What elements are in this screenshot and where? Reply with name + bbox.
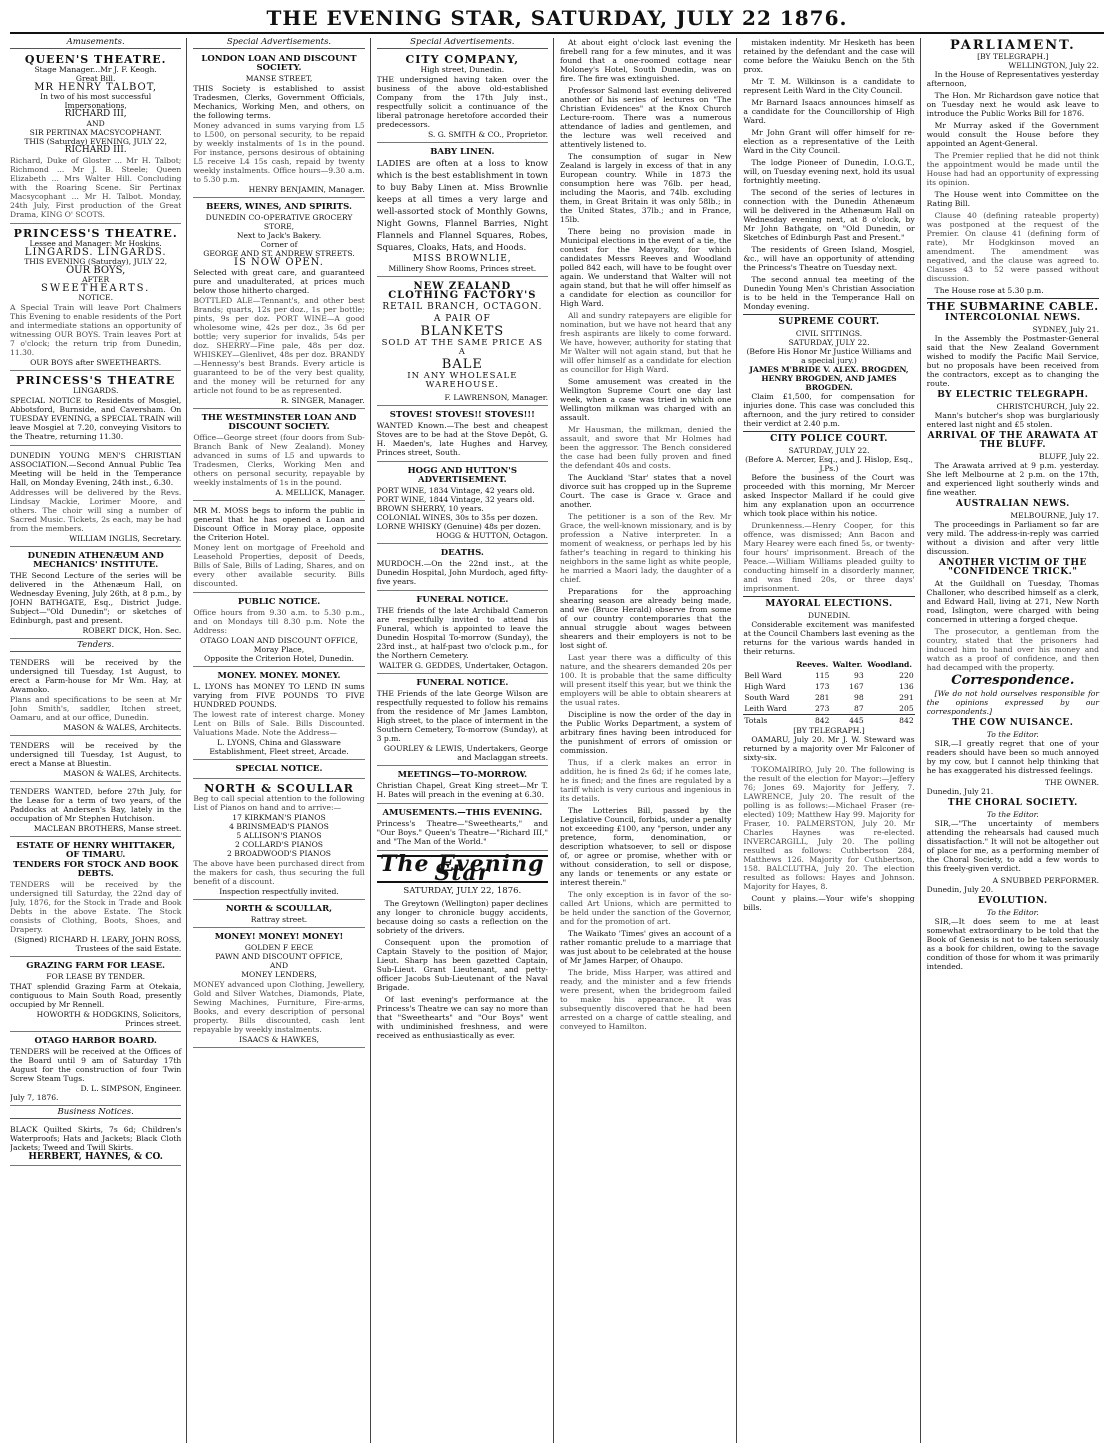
ad-westminster-loan: THE WESTMINSTER LOAN AND DISCOUNT SOCIETY. Office—George street (four doors from Sub-Branch Bank of New Zealand). Money advanced in sums of L5 and upwards to Tradesmen, Clerks, Working Men and others on personal security, repayable by weekly instalments of 1s in the pound. A. MELLICK, Manager. [193,411,364,501]
notice-signature: GOURLEY & LEWIS, Undertakers, George and Maclaggan streets. [383,744,548,762]
ad-line: GOLDEN F EECE [244,943,314,952]
wine-item: COLONIAL WINES, 30s to 35s per dozen. [376,513,538,522]
notice-text: Christian Chapel, Great King street—Mr T. H. Bates will preach in the evening at 6.30. [376,781,548,799]
ad-nz-clothing [377,279,548,406]
australian-date: MELBOURNE, July 17. [1010,511,1099,520]
ad-text: TENDERS WANTED, before 27th July, for the Lease for a term of two years, of the Paddocks at Andersen's Bay, lately in the occupation of Mr Stephen Hutchison. [10,787,182,823]
piano-item: 5 ALLISON'S PIANOS [236,831,322,840]
ad-athenaeum [10,549,181,639]
letter-title: THE COW NUISANCE. [952,718,1074,728]
ad-line: Lessee and Manager: Mr Hoskins. [29,239,162,248]
section-special: Special Advertisements. [193,38,364,49]
ad-grazing-farm [10,959,181,1032]
parliament-paragraph: The House rose at 5.30 p.m. [934,286,1044,295]
notice-deaths [377,546,548,591]
ad-line: GEORGE AND ST. ANDREW STREETS. [203,249,355,258]
election-results-table [743,659,914,726]
ad-princess-special [10,373,181,446]
ad-text: THIS Society is established to assist Tradesmen, Clerks, Government Officials, Mechanics, Working Men, and others, on the following terms. [193,84,365,120]
ad-line: PAWN AND DISCOUNT OFFICE, [215,952,343,961]
court-date: SATURDAY, JULY 22. [788,446,870,455]
telegraph-label: [BY TELEGRAPH.] [793,726,865,735]
ad-text: MR M. MOSS begs to inform the public in general that he has opened a Loan and Discount Office in Moray place, opposite the Criterion Hotel. [193,506,365,542]
ad-title: NEW ZEALAND CLOTHING FACTORY'S [388,281,537,301]
letter-to: To the Editor. [986,908,1039,917]
ad-line: SWEETHEARTS. [40,283,151,294]
ad-text: WANTED Known.—The best and cheapest Stoves are to be had at the Stove Depôt, G. H. Maeden's, late Hughes and Harvey, Princes street, South. [376,421,548,457]
parliament-paragraph: In the House of Representatives yesterday afternoon, [926,70,1099,88]
ad-baby-linen [377,145,548,277]
table-row [743,681,914,692]
ad-sub: Rattray street. [250,915,308,924]
ad-signature: MASON & WALES, Architects. [63,769,182,778]
ad-line: RETAIL BRANCH, OCTAGON. [382,302,543,312]
ad-signature: D. L. SIMPSON, Engineer. [80,1084,182,1093]
masthead [10,6,1104,34]
ad-title: PRINCESS'S THEATRE [16,374,176,387]
court-bench: (Before His Honor Mr Justice Williams and a special jury.) [746,347,912,365]
section-amusements: Amusements. [10,38,181,49]
columns [10,38,1104,1443]
news-paragraph: The second annual tea meeting of the Dunedin Young Men's Christian Association is to be held in the Temperance Hall on Monday evening. [743,275,915,311]
ad-line: NOTICE. [78,293,114,302]
votes-walter: 445 [849,716,864,725]
section-tenders: Tenders. [10,641,181,652]
ad-princess-theatre: PRINCESS'S THEATRE. Lessee and Manager: Mr Hoskins. LINGARDS. LINGARDS. THIS EVENING (Saturday), JULY 22, OUR BOYS, AFTER SWEETHEARTS. NOTICE. A Special Train will leave Port Chalmers This Evening to enable residents of the Port and intermediate stations an opportunity of witnessing OUR BOYS. Train leaves Port at 7 o'clock; the return trip from Dunedin, 11.30. OUR BOYS after SWEETHEARTS. [10,226,181,371]
letter-date: Dunedin, July 21. [926,787,994,796]
ad-title: BABY LINEN. [430,147,495,157]
ad-signature: L. LYONS, China and Glassware Establishment, Fleet street, Arcade. [209,738,349,756]
ad-tender-manse [10,738,181,782]
ad-signature: F. LAWRENSON, Manager. [444,393,548,402]
letter-to: To the Editor. [986,810,1039,819]
ad-money-lyons: MONEY. MONEY. MONEY. L. LYONS has MONEY TO LEND IN sums varying from FIVE POUNDS TO FIVE HUNDRED POUNDS. The lowest rate of interest charge. Money Lent on Bills of Sale. Bills Discounted. Valuations Made. Note the Address— L. LYONS, China and Glassware Establishment, Fleet street, Arcade. [193,669,364,760]
news-paragraph: Some amusement was created in the Wellington Supreme Court one day last week, when a case was tried in which one Wellington milkman was charged with an assault. [559,377,732,422]
ad-line: MONEY LENDERS, [241,970,317,979]
ad-signature: MACLEAN BROTHERS, Manse street. [33,824,182,833]
section-business: Business Notices. [10,1108,181,1119]
ward-name: Totals [744,716,768,725]
letter-text: SIR,—It does seem to me at least somewhat extraordinary to be told that the Book of Genesis is not to be taken seriously as a book for children, owing to the savage condition of those for whom it was primarily intended. [926,917,1099,971]
ad-text: Selected with great care, and guaranteed pure and unadulterated, at prices much below those hitherto charged. [193,268,365,295]
ad-signature: MISS BROWNLIE, [412,254,512,264]
ad-title: DUNEDIN ATHENÆUM AND MECHANICS' INSTITUTE. [27,551,164,570]
ad-title: NORTH & SCOULLAR [204,782,354,795]
letter-text: SIR,—I greatly regret that one of your readers should have been so much annoyed by my cow, but I cannot help thinking that he has exaggerated his distressed feelings. [926,739,1099,775]
wine-item: LORNE WHISKY (Genuine) 48s per dozen. [376,522,541,531]
votes-reeves: 273 [814,704,830,713]
news-paragraph: mistaken indentity. Mr Hesketh has been retained by the defendant and the case will come before the Waiuku Bench on the 5th prox. [743,38,915,74]
votes-walter: 93 [854,671,864,680]
ad-title: MONEY! MONEY! MONEY! [214,932,344,942]
column-2 [193,38,370,1443]
ad-city-company [377,52,548,143]
ad-line: RICHARD III, [64,109,127,119]
news-paragraph: At about eight o'clock last evening the firebell rang for a few minutes, and it was found that a one-roomed cottage near Moloney's Hotel, South Dunedin, was on fire. The fire was extinguished. [559,38,732,83]
table-row [743,692,914,703]
section-special-2: Special Advertisements. [377,38,548,49]
news-paragraph: Discipline is now the order of the day in the Public Works Department, a system of arbitrary fines having been introduced for the punishment of errors of omission or commission. [559,710,732,755]
ad-line: AND [86,119,105,128]
victim-title: ANOTHER VICTIM OF THE "CONFIDENCE TRICK." [938,558,1087,577]
ad-sub: MANSE STREET, [245,74,313,83]
electric-title: BY ELECTRIC TELEGRAPH. [937,390,1089,400]
ad-sub: TENDERS FOR STOCK AND BOOK DEBTS. [13,860,179,879]
ad-sub: FOR LEASE BY TENDER. [46,972,146,981]
notice-text: MURDOCH.—On the 22nd inst., at the Dunedin Hospital, John Murdoch, aged fifty-five years. [376,559,548,586]
ad-hogg-hutton [377,464,548,544]
ad-signature: HOWORTH & HODGKINS, Solicitors, Princes street. [36,1010,182,1028]
ad-signature: A. MELLICK, Manager. [275,488,365,497]
ad-line: MR HENRY TALBOT, [34,82,158,93]
cable-sub: INTERCOLONIAL NEWS. [945,313,1081,323]
ad-line: THIS EVENING (Saturday), JULY 22, [24,257,168,266]
editorial-paragraph: Consequent upon the promotion of Captain Stavely to the position of Major, Lieut. Sharp has been gazetted Captain, Sub-Lieut. Grant Lieutenant, and petty-officer Jacobs Sub-Lieutenant of the Naval Brigade. [376,938,548,992]
ad-text: TENDERS will be received by the undersigned till Tuesday, 1st August, to erect a Farm-house for Mr Wm. Hay, at Awamoko. [10,658,182,694]
ad-signature: R. SINGER, Manager. [280,396,365,405]
column-5: mistaken indentity. Mr Hesketh has been retained by the defendant and the case will come before the Waiuku Bench on the 5th prox. Mr T. M. Wilkinson is a candidate to represent Leith Ward in the City Council. Mr Barnard Isaacs announces himself as a candidate for the Councillorship of High Ward. Mr John Grant will offer himself for re-election as a representative of the Leith Ward in the City Council. The lodge Pioneer of Dunedin, I.O.G.T., will, on Tuesday evening next, hold its usual fortnightly meeting. The second of the series of lectures in connection with the Dunedin Athenæum will be delivered in the Athenæum Hall on Wednesday evening next, at 8 o'clock, by Mr John Bathgate, on "Old Dunedin, or Sketches of Edinburgh Past and Present." The residents of Green Island, Mosgiel, &c., will have an opportunity of attending the Princess's Theatre on Tuesday next. The second annual tea meeting of the Dunedin Young Men's Christian Association is to be held in the Temperance Hall on Monday evening. SUPREME COURT. CIVIL SITTINGS. SATURDAY, JULY 22. (Before His Honor Mr Justice Williams and a special jury.) JAMES M'BRIDE V. ALEX. BROGDEN, HENRY BROGDEN, AND JAMES BROGDEN. Claim £1,500, for compensation for injuries done. This case was concluded this afternoon, and the jury retired to consider their verdict at 2.40 p.m. CITY POLICE COURT. SATURDAY, JULY 22. (Before A. Mercer, Esq., and J. Hislop, Esq., J.Ps.) Before the business of the Court was proceeded with this morning, Mr Mercer asked Inspector Mallard if he could give him any explanation upon an occurrence which took place within his notice. Drunkenness.—Henry Cooper, for this offence, was dismissed; Ann Bacon and Mary Hearey were each fined 5s, or twenty-four hours' imprisonment. Breach of the Peace.—William Williams pleaded guilty to conducting himself in a disorderly manner, and was fined 20s, or three days' imprisonment. MAYORAL ELECTIONS. DUNEDIN. Considerable excitement was manifested at the Council Chambers last evening as the returns for the various wards handed in their returns. Reeves. Walter. Woodland. Bell Ward 115 93 220 High Ward 173 167 136 South Ward 281 98 291 Leith Ward 273 87 205 Totals 842 445 842 [BY TELEGRAPH.] OAMARU, July 20. Mr J. W. Steward was returned by a majority over Mr Falconer of sixty-six. TOKOMAIRIRO, July 20. The following is the result of the election for Mayor:—Jeffery 76; Jones 69. Majority for Jeffery, 7. LAWRENCE, July 20. The result of the polling is as follows:—Michael Fraser (re-elected) 109; Matthew Hay 99. Majority for Fraser, 10. PALMERSTON, July 20. Mr Charles Haynes was re-elected. INVERCARGILL, July 20. The polling resulted as follows: Cuthbertson 284, Matthews 126. Majority for Cuthbertson, 158. BALCLUTHA, July 20. The election resulted as follows: Hayes and Johnson. Majority for Hayes, 8. Count y plains.—Your wife's shopping bills. [743,38,920,1443]
ad-title: PRINCESS'S THEATRE. [13,227,178,240]
notice-text: THE friends of the late Archibald Cameron are respectfully invited to attend his Funeral, which is appointed to leave the Dunedin Hospital To-morrow (Sunday), the 23rd inst., at half-past two o'clock p.m., for the Northern Cemetery. [376,606,548,660]
notice-amusements [377,806,548,851]
ad-line: THIS (Saturday) EVENING, JULY 22, [24,137,167,146]
court-bench: (Before A. Mercer, Esq., and J. Hislop, Esq., J.Ps.) [745,455,913,473]
news-paragraph: Mr John Grant will offer himself for re-election as a representative of the Leith Ward in the City Council. [743,128,915,155]
cable-date: SYDNEY, July 21. [1032,325,1099,334]
news-paragraph: Mr T. M. Wilkinson is a candidate to represent Leith Ward in the City Council. [743,77,915,95]
column-1 [10,38,187,1443]
ad-text: L. LYONS has MONEY TO LEND IN sums varying from FIVE POUNDS TO FIVE HUNDRED POUNDS. [193,682,365,709]
table-totals-row [743,715,914,727]
arawata-title: ARRIVAL OF THE ARAWATA AT THE BLUFF. [927,431,1099,450]
ad-text: TENDERS will be received by the undersigned till Tuesday, 1st August, to erect a Manse at Bluestin. [10,741,182,768]
cable-title: THE SUBMARINE CABLE. [927,300,1099,313]
ad-text: THE undersigned having taken over the business of the above old-established Company from the 17th July inst., respectfully solicit a continuance of the liberal patronage heretofore accorded their predecessors. [376,75,548,129]
wine-item: PORT WINE, 1844 Vintage, 32 years old. [376,495,535,504]
parliament-paragraph: The House went into Committee on the Rating Bill. [926,190,1099,208]
news-paragraph: The Lotteries Bill, passed by the Legislative Council, forbids, under a penalty not exceeding £100, any "person, under any pretence, form, denomination, or description whatsoever, to sell or dispose of, or agree or promise, whether with or without consideration, to sell or dispose, any lands or tenements or any estate or interest therein." [559,806,732,887]
australian-text: The proceedings in Parliament so far are very mild. The address-in-reply was carried without a division and after very little discussion. [926,520,1099,556]
ad-title: SPECIAL NOTICE. [235,764,323,774]
news-paragraph: The lodge Pioneer of Dunedin, I.O.G.T., will, on Tuesday evening next, hold its usual fortnightly meeting. [743,158,915,185]
news-paragraph: The second of the series of lectures in connection with the Dunedin Athenæum will be delivered in the Athenæum Hall on Wednesday evening next, at 8 o'clock, by Mr John Bathgate, on "Old Dunedin, or Sketches of Edinburgh Past and Present." [743,188,915,242]
notice-text: Princess's Theatre—"Sweethearts," and "Our Boys." Queen's Theatre—"Richard III," and "The Man of the World." [376,819,548,846]
ad-moss: MR M. MOSS begs to inform the public in general that he has opened a Loan and Discount Office in Moray place, opposite the Criterion Hotel. Money lent on mortgage of Freehold and Leasehold Properties, deposit of Deeds, Bills of Sale, Bills of Lading, Shares, and on every other available security. Bills discounted. [193,503,364,593]
court-title: SUPREME COURT. [778,317,880,327]
ad-line: RICHARD III. [64,145,127,155]
ward-name: South Ward [744,693,790,702]
elections-sub: DUNEDIN. [807,611,851,620]
ad-stoves [377,408,548,462]
column-6: PARLIAMENT. [BY TELEGRAPH.] WELLINGTON, July 22. In the House of Representatives yesterday afternoon, The Hon. Mr Richardson gave notice that on Tuesday next he would ask leave to introduce the Public Works Bill for 1876. Mr Murray asked if the Government would consult the House before they appointed an Agent-General. The Premier replied that he did not think the appointment would be made until the House had had an opportunity of expressing its opinion. The House went into Committee on the Rating Bill. Clause 40 (defining rateable property) was postponed at the request of the Premier. On clause 41 (defining form of rate), Mr Hodgkinson moved an amendment. The amendment was negatived, and the clause was agreed to. Clauses 43 to 52 were passed without discussion. The House rose at 5.30 p.m. THE SUBMARINE CABLE. INTERCOLONIAL NEWS. SYDNEY, July 21. In the Assembly the Postmaster-General said that the New Zealand Government wished to modify the Pacific Mail Service, but no proposals have been received from the contractors, except as to changing the route. BY ELECTRIC TELEGRAPH. CHRISTCHURCH, July 22. Mann's butcher's shop was burglariously entered last night and £5 stolen. ARRIVAL OF THE ARAWATA AT THE BLUFF. BLUFF, July 22. The Arawata arrived at 9 p.m. yesterday. She left Melbourne at 2 p.m. on the 17th, and experienced light southerly winds and fine weather. AUSTRALIAN NEWS. MELBOURNE, July 17. The proceedings in Parliament so far are very mild. The address-in-reply was carried without a division and after very little discussion. ANOTHER VICTIM OF THE "CONFIDENCE TRICK." At the Guildhall on Tuesday, Thomas Challoner, who described himself as a clerk, and Edward Hall, living at 271, New North road, Islington, were charged with being concerned in uttering a forged cheque. The prosecutor, a gentleman from the country, stated that the prisoners had induced him to hand over his money and watch as a proof of confidence, and then had decamped with the property. Correspondence. [We do not hold ourselves responsible for the opinions expressed by our correspondents.] THE COW NUISANCE. To the Editor. SIR,—I greatly regret that one of your readers should have been so much annoyed by my cow, but I cannot help thinking that he has exaggerated his distressed feelings. THE OWNER. Dunedin, July 21. THE CHORAL SOCIETY. To the Editor. SIR,—"The uncertainty of members attending the rehearsals had caused much dissatisfaction." It will not be altogether out of place for me, as a performing member of the Choral Society, to add a few words to this freely-given verdict. A SNUBBED PERFORMER. Dunedin, July 20. EVOLUTION. To the Editor. SIR,—It does seem to me at least somewhat extraordinary to be told that the Book of Genesis is not to be taken seriously as a book for children, owing to the savage condition of those for whom it was primarily intended. [926,38,1099,971]
letter-title: EVOLUTION. [977,896,1048,906]
ad-date: July 7, 1876. [10,1093,59,1102]
column-3 [377,38,554,1443]
ad-signature: (Signed) RICHARD H. LEARY, JOHN ROSS, Trustees of the said Estate. [14,935,182,953]
ad-signature-sub: Millinery Show Rooms, Princes street. [388,264,537,273]
ad-title: ESTATE OF HENRY WHITTAKER, OF TIMARU. [16,841,176,860]
masthead-title: THE EVENING STAR, SATURDAY, JULY 22 1876. [266,6,848,30]
notice-signature: WALTER G. GEDDES, Undertaker, Octagon. [378,661,548,670]
ad-signature: Inspection respectfully invited. [219,887,339,896]
ad-title: NORTH & SCOULLAR, [225,904,333,914]
ad-title: HOGG AND HUTTON'S ADVERTISEMENT. [407,466,517,485]
ad-line: A PAIR OF [433,314,491,324]
court-text: Before the business of the Court was proceeded with this morning, Mr Mercer asked Inspector Mallard if he could give him any explanation upon an occurrence which took place within his notice. [743,473,915,518]
letter-signature: THE OWNER. [1044,778,1099,787]
table-header [743,659,794,670]
ad-line: Great Bill. [75,74,116,83]
notice-text: THE Friends of the late George Wilson are respectfully requested to follow his remains from the residence of Mr James Lambton, High street, to the place of interment in the Southern Cemetery, To-morrow (Sunday), at 3 p.m. [376,689,548,743]
ad-line: AND [269,961,289,970]
news-paragraph: Preparations for the approaching shearing season are already being made, and we (Bruce Herald) observe from some of our country contemporaries that the annual struggle about wages between shearers and their employers is not to be lost sight of. [559,587,732,650]
notice-title: FUNERAL NOTICE. [416,678,509,688]
parliament-sub: [BY TELEGRAPH.] [977,52,1049,61]
arawata-date: BLUFF, July 22. [1039,452,1099,461]
issue-date: SATURDAY, JULY 22, 1876. [403,886,522,896]
ad-line: Moray Place, [253,645,305,654]
ad-title: THE WESTMINSTER LOAN AND DISCOUNT SOCIETY. [201,413,357,432]
ward-name: Bell Ward [744,671,782,680]
ad-line: OUR BOYS after SWEETHEARTS. [30,358,162,367]
ad-line: AFTER [82,275,110,284]
ad-beers-wines: BEERS, WINES, AND SPIRITS. DUNEDIN CO-OPERATIVE GROCERY STORE, Next to Jack's Bakery. Corner of GEORGE AND ST. ANDREW STREETS. IS NOW OPEN. Selected with great care, and guaranteed pure and unadulterated, at prices much below those hitherto charged. BOTTLED ALE—Tennant's, and other best Brands; quarts, 12s per doz., 1s per bottle; pints, 9s per doz. PORT WINE—A good wholesome wine, 42s per doz., 3s 6d per bottle; very superior for invalids, 54s per doz. SHERRY—Fine pale, 48s per doz. WHISKEY—Glenlivet, 48s per doz. BRANDY—Hennessy's best Brands. Every article is guaranteed to be of the very best quality, and the money will be returned for any article not found to be as represented. R. SINGER, Manager. [193,200,364,409]
elections-text: Considerable excitement was manifested at the Council Chambers last evening as the returns for the various wards handed in their returns. [743,620,915,656]
piano-item: 2 BROADWOOD'S PIANOS [226,849,332,858]
electric-text: Mann's butcher's shop was burglariously entered last night and £5 stolen. [926,411,1099,429]
ad-line: IN ANY WHOLESALE WAREHOUSE. [407,371,518,390]
news-paragraph: The Waikato 'Times' gives an account of a rather romantic prelude to a marriage that was just about to be celebrated at the house of Mr James Harper, of Ohaupo. [559,929,732,965]
ad-text: DUNEDIN YOUNG MEN'S CHRISTIAN ASSOCIATION.—Second Annual Public Tea Meeting will be held in the Temperance Hall, on Monday Evening, 24th inst., 6.30. [10,451,182,487]
ad-harbour-board [10,1034,181,1106]
notice-funeral-cameron [377,593,548,674]
table-header: Woodland. [867,660,912,669]
ad-text: THAT splendid Grazing Farm at Otekaia, contiguous to Main South Road, presently occupied by Mr Rennell. [10,982,182,1009]
ad-signature: HOGG & HUTTON, Octagon. [436,531,548,540]
votes-woodland: 205 [899,704,914,713]
ad-tender-farmhouse: TENDERS will be received by the undersigned till Tuesday, 1st August, to erect a Farm-house for Mr Wm. Hay, at Awamoko. Plans and specifications to be seen at Mr John Smith's, saddler, Itchen street, Oamaru, and at our office, Dunedin. MASON & WALES, Architects. [10,655,181,736]
ad-line: Stage Manager...Mr J. F. Keogh. [34,65,157,74]
court-case: JAMES M'BRIDE V. ALEX. BROGDEN, HENRY BROGDEN, AND JAMES BROGDEN. [749,365,909,392]
ad-queens-theatre: QUEEN'S THEATRE. Stage Manager...Mr J. F. Keogh. Great Bill. MR HENRY TALBOT, In two of his most successful Impersonations, RICHARD III, AND SIR PERTINAX MACSYCOPHANT. THIS (Saturday) EVENING, JULY 22, RICHARD III. Richard, Duke of Gloster ... Mr H. Talbot; Richmond ... Mr J. B. Steele; Queen Elizabeth ... Mrs Walter Hill. Concluding with the Roaring Scene. Sir Pertinax Macsycophant ... Mr H. Talbot. Monday, 24th July, First production of the Great Drama, KING O' SCOTS. [10,52,181,224]
votes-woodland: 291 [899,693,914,702]
notice-title: DEATHS. [440,548,484,558]
piano-item: 2 COLLARD'S PIANOS [234,840,323,849]
ad-title: QUEEN'S THEATRE. [24,53,167,66]
notice-meetings [377,768,548,804]
votes-reeves: 842 [814,716,830,725]
court-title: CITY POLICE COURT. [770,434,888,444]
newspaper-nameplate: The Evening Star [377,855,548,883]
ad-line: BLANKETS [420,324,505,339]
notice-funeral-wilson [377,676,548,766]
ad-public-notice: PUBLIC NOTICE. Office hours from 9.30 a.m. to 5.30 p.m., and on Mondays till 8.30 p.m. Note the Address: OTAGO LOAN AND DISCOUNT OFFICE, Moray Place, Opposite the Criterion Hotel, Dunedin. [193,595,364,667]
australian-title: AUSTRALIAN NEWS. [955,499,1070,509]
editorial-paragraph: The Greytown (Wellington) paper declines any longer to chronicle buggy accidents, because doing so casts a reflection on the sobriety of the drivers. [376,899,548,935]
correspondence-note: [We do not hold ourselves responsible for the opinions expressed by our correspondents.] [926,689,1099,716]
ad-line: BALE [441,357,483,372]
ad-sub: DUNEDIN CO-OPERATIVE GROCERY STORE, [205,213,353,231]
ad-signature: ISAACS & HAWKES, [239,1035,319,1044]
news-paragraph: Mr Barnard Isaacs announces himself as a candidate for the Councillorship of High Ward. [743,98,915,125]
ad-line: Opposite the Criterion Hotel, Dunedin. [204,654,354,663]
ad-golden-fleece: MONEY! MONEY! MONEY! GOLDEN F EECE PAWN AND DISCOUNT OFFICE, AND MONEY LENDERS, MONEY advanced upon Clothing, Jewellery, Gold and Silver Watches, Diamonds, Plate, Sewing Machines, Furniture, Fire-arms, Books, and every description of personal property. Bills discounted, cash lent repayable by weekly instalments. ISAACS & HAWKES, [193,930,364,1048]
table-header: Walter. [832,660,863,669]
editorial-paragraph: Of last evening's performance at the Princess's Theatre we can say no more than that "Sweethearts" and "Our Boys" went with undiminished freshness, and were received as enthusiastically as ever. [376,995,548,1040]
piano-item: 4 BRINSMEAD'S PIANOS [229,822,329,831]
ad-black-skirts [10,1122,181,1166]
table-header-row [743,659,914,670]
votes-walter: 87 [854,704,864,713]
ad-text: TENDERS will be received at the Offices of the Board until 9 am of Saturday 17th August for the construction of four Twin Screw Steam Tugs. [10,1047,182,1083]
votes-woodland: 842 [899,716,914,725]
ad-text: THE Second Lecture of the series will be delivered in the Athenæum Hall, on Wednesday Evening, July 26th, at 8 p.m., by JOHN BATHGATE, Esq., District Judge. Subject—"Old Dunedin"; or sketches of Edinburgh, past and present. [10,571,182,625]
table-row [743,703,914,715]
letter-to: To the Editor. [986,730,1039,739]
ad-line: SIR PERTINAX MACSYCOPHANT. [29,128,162,137]
arawata-text: The Arawata arrived at 9 p.m. yesterday. She left Melbourne at 2 p.m. on the 17th, and experienced light southerly winds and fine weather. [926,461,1099,497]
ad-estate-whittaker: ESTATE OF HENRY WHITTAKER, OF TIMARU. TENDERS FOR STOCK AND BOOK DEBTS. TENDERS will be received by the undersigned till Saturday, the 22nd day of July, 1876, for the Stock in Trade and Book Debts in the above Estate. The Stock consists of Clothing, Boots, Shoes, and Drapery. (Signed) RICHARD H. LEARY, JOHN ROSS, Trustees of the said Estate. [10,839,181,957]
parliament-paragraph: The Hon. Mr Richardson gave notice that on Tuesday next he would ask leave to introduce the Public Works Bill for 1876. [926,91,1099,118]
votes-woodland: 136 [899,682,914,691]
ad-line: LINGARDS. LINGARDS. [24,247,167,258]
ad-signature: S. G. SMITH & CO., Proprietor. [427,130,548,139]
ad-title: MONEY. MONEY. MONEY. [217,671,341,681]
votes-walter: 167 [849,682,864,691]
table-row [743,670,914,681]
notice-title: FUNERAL NOTICE. [416,595,509,605]
editorial [377,899,548,1040]
ad-line: Next to Jack's Bakery. [236,231,322,240]
ad-line: IS NOW OPEN. [234,257,324,268]
votes-reeves: 173 [814,682,830,691]
electric-date: CHRISTCHURCH, July 22. [996,402,1099,411]
ad-signature: MASON & WALES, Architects. [63,723,182,732]
ad-title: CITY COMPANY, [405,53,520,66]
notice-title: AMUSEMENTS.—THIS EVENING. [382,808,543,818]
votes-reeves: 115 [814,671,830,680]
ad-line: SOLD AT THE SAME PRICE AS A [381,338,544,357]
elections-title: MAYORAL ELECTIONS. [765,599,893,609]
cable-text: In the Assembly the Postmaster-General said that the New Zealand Government wished to modify the Pacific Mail Service, but no proposals have been received from the contractors, except as to changing the route. [926,334,1099,388]
ad-title: STOVES! STOVES!! STOVES!!! [389,410,535,420]
letter-date: Dunedin, July 20. [926,885,994,894]
parliament-paragraph: Mr Murray asked if the Government would consult the House before they appointed an Agent-General. [926,121,1099,148]
ad-signature: HENRY BENJAMIN, Manager. [248,185,365,194]
news-paragraph: Count y plains.—Your wife's shopping bills. [743,894,915,912]
table-header: Reeves. [796,660,829,669]
correspondence-heading: Correspondence. [951,673,1075,688]
ad-sub: LINGARDS. [72,386,119,395]
court-sub: CIVIL SITTINGS. [795,329,863,338]
ad-line: OUR BOYS, [65,265,126,276]
ad-title: PUBLIC NOTICE. [237,597,321,607]
parliament-title: PARLIAMENT. [949,38,1076,53]
ad-ymca: DUNEDIN YOUNG MEN'S CHRISTIAN ASSOCIATION.—Second Annual Public Tea Meeting will be held in the Temperance Hall, on Monday Evening, 24th inst., 6.30. Addresses will be delivered by the Revs. Lindsay Mackie, Lorimer Moore, and others. The choir will sing a number of Sacred Music. Tickets, 2s each, may be had from the members. WILLIAM INGLIS, Secretary. [10,448,181,547]
ad-sub: High street, Dunedin. [420,65,505,74]
news-paragraph: OAMARU, July 20. Mr J. W. Steward was returned by a majority over Mr Falconer of sixty-six. [743,735,915,762]
ad-north-scoullar [193,902,364,928]
ad-sub: OTAGO LOAN AND DISCOUNT OFFICE, [200,636,358,645]
ad-special-notice [193,762,364,779]
ad-text: SPECIAL NOTICE to Residents of Mosgiel, Abbotsford, Burnside, and Caversham. On TUESDAY EVENING, a SPECIAL TRAIN will leave Mosgiel at 7.20, conveying Visitors to the Theatre, returning 11.30. [10,396,182,441]
notice-title: MEETINGS—TO-MORROW. [397,770,528,780]
parliament-date: WELLINGTON, July 22. [1008,61,1099,70]
court-text: Claim £1,500, for compensation for injuries done. This case was concluded this afternoon, and the jury retired to consider their verdict at 2.40 p.m. [743,392,915,428]
ad-text: LADIES are often at a loss to know which is the best establishment in town to buy Baby Linen at. Miss Brownlie keeps at all times a very large and well-assorted stock of Monthly Gowns, Night Gowns, Flannel Barries, Night Flannels and Flannel Squares, Robes, Squares, Cloaks, Hats, and Hoods. [376,159,548,253]
news-paragraph: The Auckland 'Star' states that a novel divorce suit has cropped up in the Supreme Court. The case is Grace v. Grace and another. [559,473,732,509]
letter-signature: A SNUBBED PERFORMER. [992,876,1099,885]
court-date: SATURDAY, JULY 22. [788,338,870,347]
ward-name: High Ward [744,682,786,691]
news-paragraph: Professor Salmond last evening delivered another of his series of lectures on "The Christian Evidences" at the Knox Church Lecture-room. There was a numerous attendance of ladies and gentlemen, and the lecture was well received and attentively listened to. [559,86,732,149]
ad-title: OTAGO HARBOR BOARD. [34,1036,157,1046]
votes-woodland: 220 [899,671,914,680]
ad-london-loan: LONDON LOAN AND DISCOUNT SOCIETY. MANSE STREET, THIS Society is established to assist Tradesmen, Clerks, Government Officials, Mechanics, Working Men, and others, on the following terms. Money advanced in sums varying from L5 to L500, on personal security, to be repaid by weekly instalments of 1s in the pound. For instance, persons desirous of obtaining L5 receive L4 15s cash, repaid by twenty weekly instalments. Office hours—9.30 a.m. to 5.30 p.m. HENRY BENJAMIN, Manager. [193,52,364,198]
letter-title: THE CHORAL SOCIETY. [947,798,1078,808]
column-4: At about eight o'clock last evening the firebell rang for a few minutes, and it was found that a one-roomed cottage near Moloney's Hotel, South Dunedin, was on fire. The fire was extinguished. Professor Salmond last evening delivered another of his series of lectures on "The Christian Evidences" at the Knox Church Lecture-room. There was a numerous attendance of ladies and gentlemen, and the lecture was well received and attentively listened to. The consumption of sugar in New Zealand is largely in excess of that in any European country. While in 1873 the consumption here was 76lb. per head, including the Maoris, and 74lb. excluding them, in Great Britain it was only 58lb.; in the United States, 37lb.; and in France, 15lb. There being no provision made in Municipal elections in the event of a tie, the contest for the Mayoralty, for which candidates Messrs Reeves and Woodland polled 842 each, will have to be fought over again. We understand that Walter will not again stand, but that he will offer himself as a candidate for election as councillor for High Ward. All and sundry ratepayers are eligible for nomination, but we have not heard that any fresh aspirants are likely to come forward. We have, however, authority for stating that Mr Walter will not again stand, but that he will offer himself as a candidate for election as councillor for High Ward. Some amusement was created in the Wellington Supreme Court one day last week, when a case was tried in which one Wellington milkman was charged with an assault. Mr Hausman, the milkman, denied the assault, and swore that Mr Holmes had been the aggressor. The Bench considered the case had been fully proven and fined the defendant 40s and costs. The Auckland 'Star' states that a novel divorce suit has cropped up in the Supreme Court. The case is Grace v. Grace and another. The petitioner is a son of the Rev. Mr Grace, the well-known missionary, and is by profession a Native interpreter. In a moment of weakness, or perhaps led by his father's teaching in regard to thinking his neighbors in the same light as white people, he married a Maori lady, the daughter of a chief. Preparations for the approaching shearing season are already being made, and we (Bruce Herald) observe from some of our country contemporaries that the annual struggle about wages between shearers and their employers is not to be lost sight of. Last year there was a difficulty of this nature, and the shearers demanded 20s per 100. It is probable that the same difficulty will present itself this year, but we think the employers will be able to obtain shearers at the usual rates. Discipline is now the order of the day in the Public Works Department, a system of arbitrary fines having been introduced for the punishment of errors of omission or commission. Thus, if a clerk makes an error in addition, he is fined 2s 6d; if he comes late, he is fined; and the fines are regulated by a tariff which is very curious and ingenious in its details. The Lotteries Bill, passed by the Legislative Council, forbids, under a penalty not exceeding £100, any "person, under any pretence, form, denomination, or description whatsoever, to sell or dispose of, or agree or promise, whether with or without consideration, to sell or dispose, any lands or tenements or any estate or interest therein." The only exception is in favor of the so-called Art Unions, which are permitted to be held under the sanction of the Governor, and for the promotion of art. The Waikato 'Times' gives an account of a rather romantic prelude to a marriage that was just about to be celebrated at the house of Mr James Harper, of Ohaupo. The bride, Miss Harper, was attired and ready, and the minister and a few friends were present, when the bridegroom failed to make his appearance. It was subsequently discovered that he had been arrested on a charge of cattle stealing, and conveyed to Hamilton. [560,38,737,1443]
ad-signature: ROBERT DICK, Hon. Sec. [82,626,182,635]
ad-line: Corner of [260,240,298,249]
piano-item: 17 KIRKMAN'S PIANOS [232,813,326,822]
ad-pianos: NORTH & SCOULLAR Beg to call special attention to the following List of Pianos on hand and to arrive:— 17 KIRKMAN'S PIANOS 4 BRINSMEAD'S PIANOS 5 ALLISON'S PIANOS 2 COLLARD'S PIANOS 2 BROADWOOD'S PIANOS The above have been purchased direct from the makers for cash, thus securing the full benefit of a discount. Inspection respectfully invited. [193,781,364,900]
votes-reeves: 281 [814,693,830,702]
letter-text: SIR,—"The uncertainty of members attending the rehearsals had caused much dissatisfaction." It will not be altogether out of place for me, as a performing member of the Choral Society, to add a few words to this freely-given verdict. [926,819,1099,873]
ad-line: In two of his most successful Impersonations, [40,92,152,110]
ad-title: LONDON LOAN AND DISCOUNT SOCIETY. [201,54,357,73]
wine-item: PORT WINE, 1834 Vintage, 42 years old. [376,486,535,495]
ad-title: GRAZING FARM FOR LEASE. [26,961,166,971]
news-paragraph: There being no provision made in Municipal elections in the event of a tie, the contest for the Mayoralty, for which candidates Messrs Reeves and Woodland polled 842 each, will have to be fought over again. We understand that Walter will not again stand, but that he will offer himself as a candidate for election as councillor for High Ward. [559,227,732,308]
ad-signature: HERBERT, HAYNES, & CO. [28,1152,163,1162]
ad-title: BEERS, WINES, AND SPIRITS. [206,202,352,212]
wine-item: BROWN SHERRY, 10 years. [376,504,484,513]
ad-signature: WILLIAM INGLIS, Secretary. [69,534,182,543]
victim-text: At the Guildhall on Tuesday, Thomas Challoner, who described himself as a clerk, and Edward Hall, living at 271, New North road, Islington, were charged with being concerned in uttering a forged cheque. [926,579,1099,624]
ward-name: Leith Ward [744,704,787,713]
ad-text: BLACK Quilted Skirts, 7s 6d; Children's Waterproofs; Hats and Jackets; Black Cloth Jackets; Tweed and Twill Skirts. [10,1125,182,1152]
news-paragraph: The consumption of sugar in New Zealand is largely in excess of that in any European country. While in 1873 the consumption here was 76lb. per head, including the Maoris, and 74lb. excluding them, in Great Britain it was only 58lb.; in the United States, 37lb.; and in France, 15lb. [559,152,732,224]
votes-walter: 98 [854,693,864,702]
news-paragraph: The residents of Green Island, Mosgiel, &c., will have an opportunity of attending the Princess's Theatre on Tuesday next. [743,245,915,272]
ad-tender-paddocks [10,784,181,837]
